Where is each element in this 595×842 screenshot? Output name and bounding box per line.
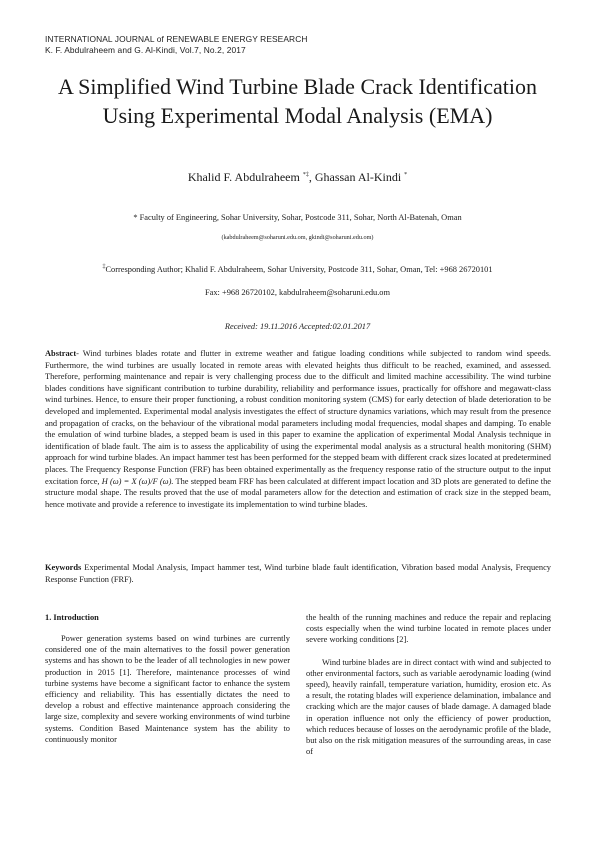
body-paragraph: the health of the running machines and reduce the repair and replacing costs especially when the wind turbine located in remote places under severe working conditions [2]. bbox=[306, 613, 551, 645]
body-paragraph: Power generation systems based on wind turbines are currently considered one of the main alternatives to the fossil power generation systems and has shown to be the leader of all technologies in new power production in 2015 [1]. Therefore, maintenance processes of wind turbine systems have become a significant factor to enhance the system efficiency and reliability. This has essentially dictates the need to develop a robust and effective maintenance approach considering the large size, complexity and severe working environments of wind turbine systems. Condition Based Maintenance system has the ability to continuously monitor bbox=[45, 634, 290, 744]
body-paragraph: Wind turbine blades are in direct contact with wind and subjected to other environmental factors, such as variable aerodynamic loading (wind speed), heavily rainfall, temperature variation, humidity, erosion etc. As a result, the rotating blades will experience delamination, imbalance and cracking which are the major causes of blade damage. A damaged blade in operation influence not only the efficiency of power production, which reduces because of losses on the aerodynamic profile of the blade, but also on the risk mitigation measures of the surrounding areas, in case of bbox=[306, 657, 551, 757]
keywords bbox=[45, 562, 551, 585]
author-name: Khalid F. Abdulraheem bbox=[187, 170, 300, 184]
frf-formula: H (ω) = X (ω)/F (ω). bbox=[101, 476, 174, 486]
author-marks: *‡ bbox=[302, 172, 309, 178]
affiliation: * Faculty of Engineering, Sohar University, Sohar, Postcode 311, Sohar, North Al-Batenah, Oman bbox=[133, 213, 462, 222]
right-column bbox=[306, 612, 551, 757]
abstract-text-continued: The stepped beam FRF has been calculated at different impact location and 3D plots are generated to define the structure modal shape. The results proved that the use of modal parameters allow for the detection and estimation of crack size in the stepped beam, hence motivate and provide a reference to investigate its implementation to wind turbine blades. bbox=[45, 476, 551, 509]
fax-line: Fax: +968 26720102, kabdulraheem@soharuni.edu.om bbox=[204, 288, 391, 297]
author-marks: * bbox=[404, 172, 408, 178]
abstract-text: - Wind turbines blades rotate and flutter in extreme weather and fatigue loading conditions while subjected to random wind speeds. Furthermore, the wind turbines are usually located in remote areas with elevated heights thus difficult to be reached, examined, and assessed. Therefore, performing maintenance and repair is very challenging process due to the difficult and limited machine accessibility. The wind turbine blades conditions have significant contribution to turbine durability, reliability and performance issues, practically for offshore and megawatt-class wind turbines. Hence, to ensure their proper functioning, a robust condition monitoring system (CMS) for early detection of blade deterioration to be developed and implemented. Experimental modal analysis investigates the effect of structure dynamics variations, which may result from the presence and propagation of cracks, on the behaviour of the vibrational modal parameters including modal frequencies, modal shapes and damping. To enable the emulation of wind turbine blades, a stepped beam is used in this paper to examine the application of experimental Modal Analysis technique in identification of blade fault. The aim is to assess the applicability of using the experimental modal analysis as a structural health monitoring (SHM) approach for wind turbine blades. An impact hammer test has been performed for the stepped beam with different crack sizes located at predetermined places. The Frequency Response Function (FRF) has been obtained experimentally as the frequency response ratio of the structure output to the input excitation force, bbox=[45, 349, 551, 486]
corresponding-author bbox=[45, 264, 550, 275]
abstract bbox=[45, 348, 551, 510]
author-separator: , bbox=[308, 170, 315, 184]
corresponding-mark: ‡ bbox=[102, 264, 106, 271]
author-emails: (kabdulraheem@soharuni.edu.om, gkindi@soharuni.edu.om) bbox=[221, 234, 374, 241]
corresponding-text: Corresponding Author; Khalid F. Abdulraheem, Sohar University, Postcode 311, Sohar, Oman, Tel: +968 26720101 bbox=[105, 265, 493, 274]
citation-line: K. F. Abdulraheem and G. Al-Kindi, Vol.7, No.2, 2017 bbox=[45, 45, 246, 55]
section-heading: 1. Introduction bbox=[45, 613, 99, 622]
author-line bbox=[40, 169, 555, 185]
keywords-label: Keywords bbox=[45, 563, 82, 572]
received-dates: Received: 19.11.2016 Accepted:02.01.2017 bbox=[224, 322, 371, 331]
abstract-label: Abstract bbox=[45, 349, 77, 358]
author-name: Ghassan Al-Kindi bbox=[314, 170, 402, 184]
journal-name: INTERNATIONAL JOURNAL of RENEWABLE ENERGY RESEARCH bbox=[45, 34, 308, 44]
paper-title: A Simplified Wind Turbine Blade Crack Identification Using Experimental Modal Analysis (EMA) bbox=[58, 74, 537, 128]
journal-header bbox=[45, 34, 308, 56]
left-column bbox=[45, 633, 290, 745]
keywords-text: Experimental Modal Analysis, Impact hammer test, Wind turbine blade fault identification, Vibration based modal Analysis, Frequency Response Function (FRF). bbox=[45, 563, 551, 584]
